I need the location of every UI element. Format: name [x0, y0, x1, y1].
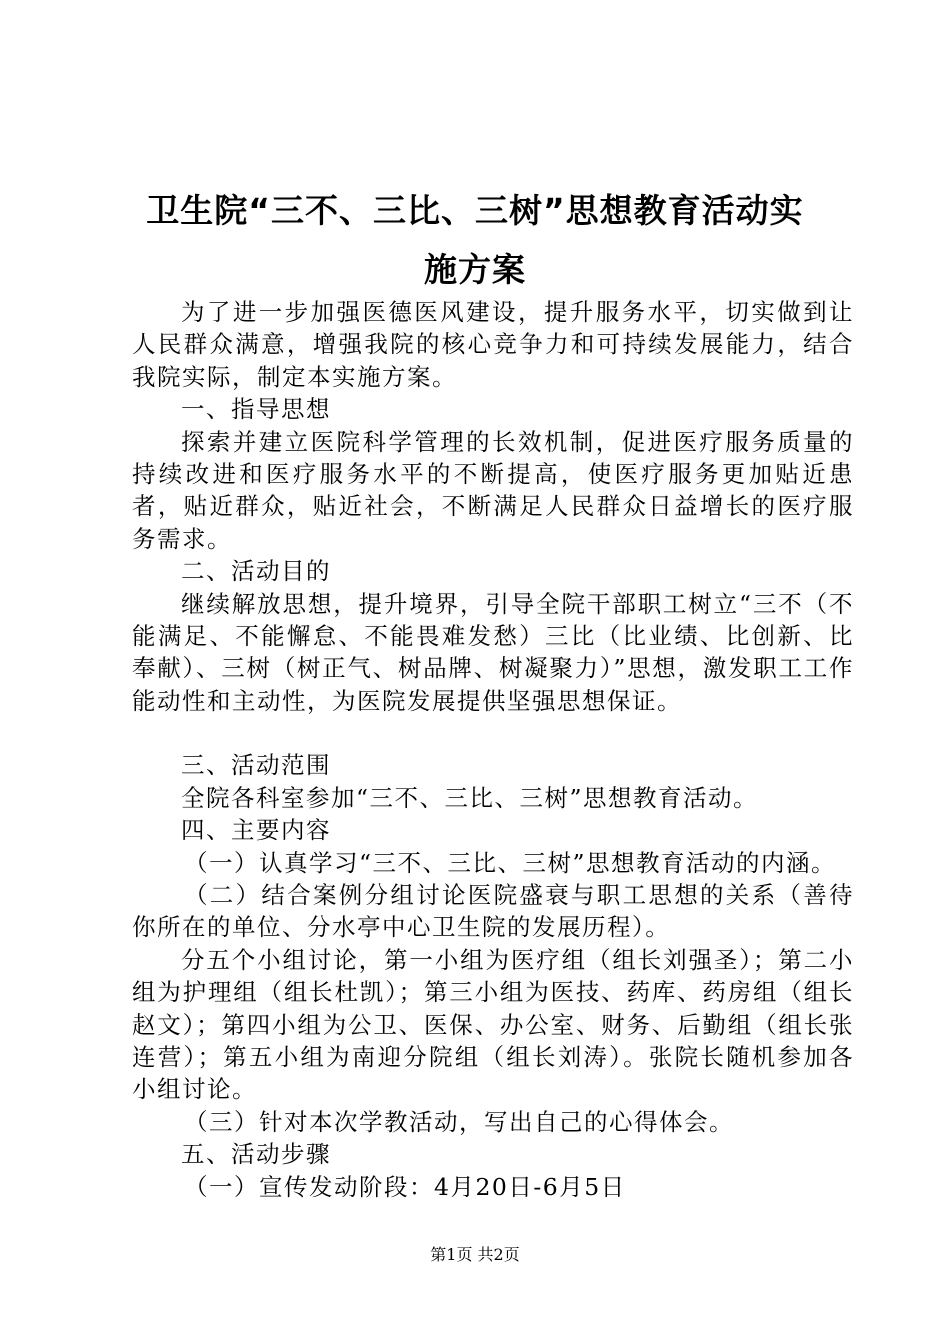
document-title-line-2: 施方案 — [424, 250, 526, 289]
section-heading-main-content: 四、主要内容 — [181, 816, 331, 845]
section-heading-activity-scope: 三、活动范围 — [181, 751, 331, 780]
activity-purpose-paragraph: 继续解放思想，提升境界，引导全院干部职工树立“三不（不能满足、不能懈怠、不能畏难发愁）三比（比业绩、比创新、比奉献）、三树（树正气、树品牌、树凝聚力）”思想，激发职工工作能动性和主动性，为医院发展提供坚强思想保证。 — [132, 589, 854, 715]
section-heading-activity-purpose: 二、活动目的 — [181, 557, 331, 586]
section-heading-activity-steps: 五、活动步骤 — [181, 1140, 331, 1169]
activity-step-1: （一）宣传发动阶段：4月20日-6月5日 — [184, 1172, 626, 1201]
document-title-line-1: 卫生院“三不、三比、三树”思想教育活动实 — [146, 191, 804, 230]
guiding-thought-paragraph: 探索并建立医院科学管理的长效机制，促进医疗服务质量的持续改进和医疗服务水平的不断提高，使医疗服务更加贴近患者，贴近群众，贴近社会，不断满足人民群众日益增长的医疗服务需求。 — [132, 427, 854, 553]
activity-scope-paragraph: 全院各科室参加“三不、三比、三树”思想教育活动。 — [181, 783, 759, 812]
document-body — [132, 296, 854, 1203]
main-content-item-1: （一）认真学习“三不、三比、三树”思想教育活动的内涵。 — [184, 848, 837, 877]
intro-paragraph: 为了进一步加强医德医风建设，提升服务水平，切实做到让人民群众满意，增强我院的核心竞争力和可持续发展能力，结合我院实际，制定本实施方案。 — [132, 298, 854, 391]
group-discussion-paragraph: 分五个小组讨论，第一小组为医疗组（组长刘强圣）；第二小组为护理组（组长杜凯）；第三小组为医技、药库、药房组（组长赵文）；第四小组为公卫、医保、办公室、财务、后勤组（组长张连营）；第五小组为南迎分院组（组长刘涛）。张院长随机参加各小组讨论。 — [132, 945, 854, 1104]
page-footer: 第1页 共2页 — [430, 1245, 520, 1264]
main-content-item-2: （二）结合案例分组讨论医院盛衰与职工思想的关系（善待你所在的单位、分水亭中心卫生院的发展历程）。 — [132, 880, 854, 942]
main-content-item-3: （三）针对本次学教活动，写出自己的心得体会。 — [184, 1107, 734, 1136]
section-heading-guiding-thought: 一、指导思想 — [181, 395, 331, 424]
